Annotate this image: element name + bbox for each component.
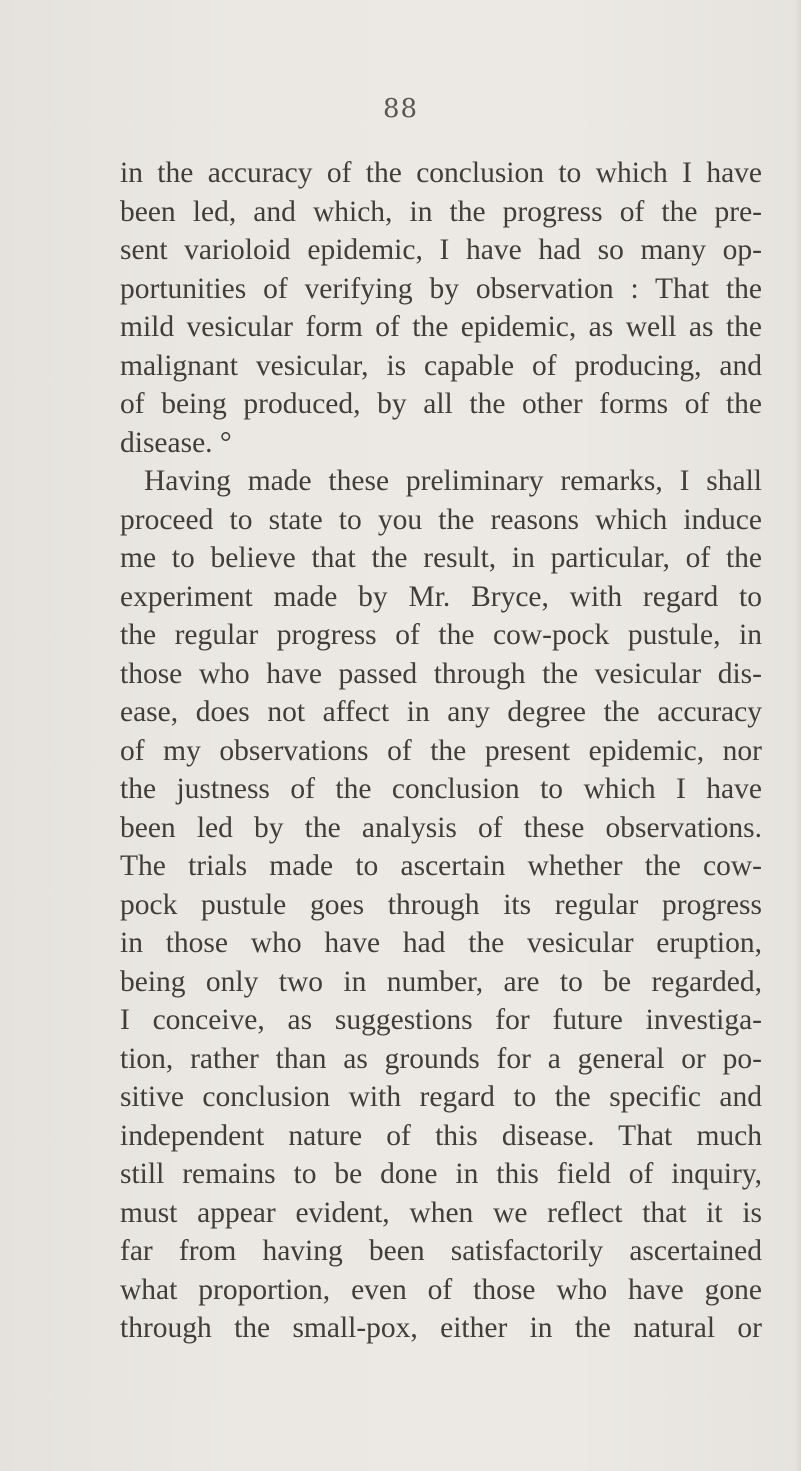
text-line: through the small-pox, either in the natural or [120,1312,762,1344]
text-line: experiment made by Mr. Bryce, with regard to [120,580,762,613]
text-line: those who have passed through the vesicular dis- [120,657,762,690]
text-line: the regular progress of the cow-pock pustule, in [120,619,762,651]
page-number: 88 [383,94,419,124]
page-edge-shadow [795,0,801,1471]
text-line: been led by the analysis of these observations. [120,811,762,844]
text-line: far from having been satisfactorily ascertained [120,1235,762,1267]
text-line: me to believe that the result, in particular, of the [120,542,762,574]
text-line: of being produced, by all the other forms of the [120,388,762,420]
text-line: pock pustule goes through its regular progress [120,888,762,921]
text-line: mild vesicular form of the epidemic, as well as the [120,311,762,343]
text-line: sent varioloid epidemic, I have had so many op- [120,234,762,266]
text-line: portunities of verifying by observation : That the [120,272,762,305]
text-line: sitive conclusion with regard to the specific and [120,1081,762,1113]
text-line: ease, does not affect in any degree the accuracy [120,696,762,728]
text-line: Having made these preliminary remarks, I shall [144,465,762,497]
text-line: independent nature of this disease. That much [120,1119,762,1152]
text-line: disease. ° [120,426,232,459]
text-line: being only two in number, are to be regarded, [120,965,762,998]
text-line: tion, rather than as grounds for a general or po- [120,1042,762,1075]
text-line: in the accuracy of the conclusion to which I have [120,157,762,189]
text-line: proceed to state to you the reasons which induce [120,503,762,536]
text-line: I conceive, as suggestions for future investiga- [120,1004,762,1036]
text-line: been led, and which, in the progress of the pre- [120,195,762,228]
text-line: what proportion, even of those who have gone [120,1273,762,1306]
text-line: must appear evident, when we reflect that it is [120,1196,762,1229]
text-line: in those who have had the vesicular eruption, [120,927,762,959]
text-line: the justness of the conclusion to which I have [120,773,762,805]
text-line: of my observations of the present epidemic, nor [120,734,762,767]
body-text [120,154,762,1348]
text-line: still remains to be done in this field of inquiry, [120,1158,762,1190]
text-line: The trials made to ascertain whether the cow- [120,850,762,882]
text-line: malignant vesicular, is capable of producing, and [120,349,762,382]
